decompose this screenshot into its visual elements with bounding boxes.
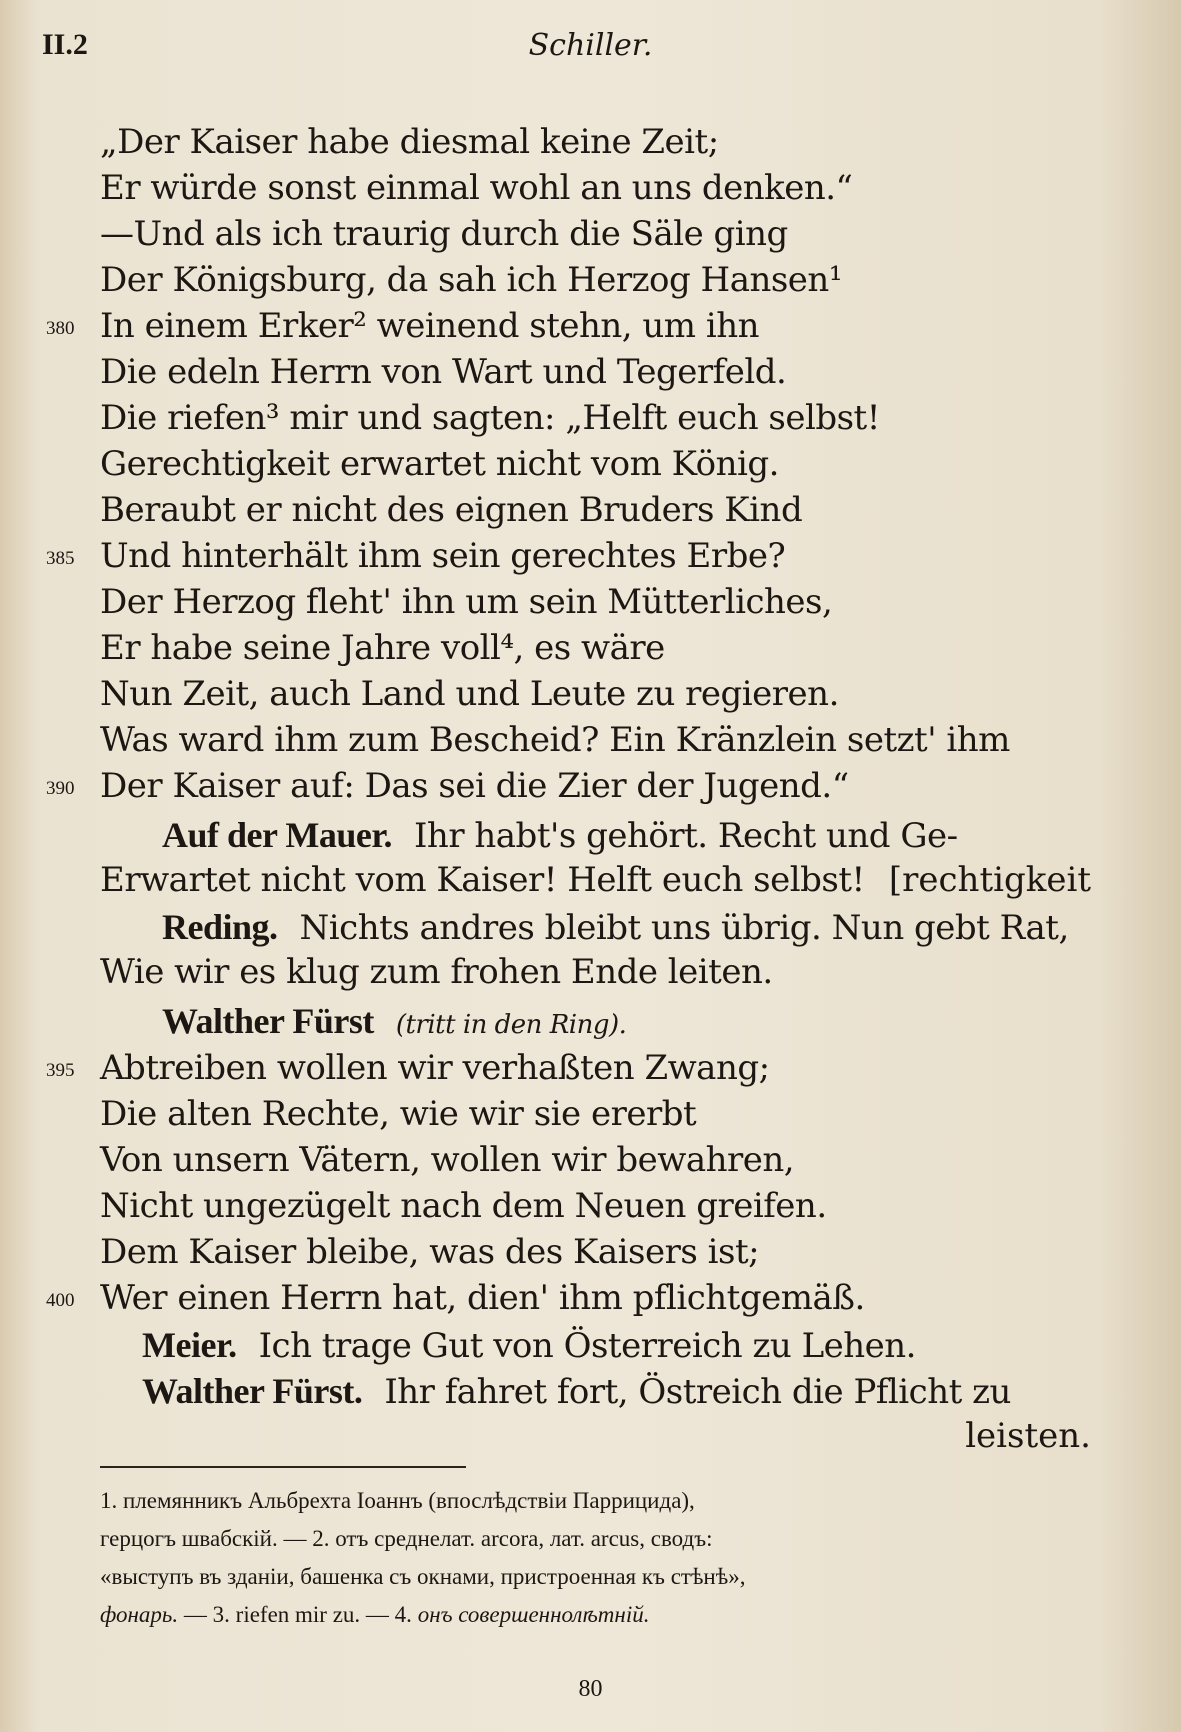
overflow-word: [rechtigkeit (888, 860, 1091, 900)
speech-walther-fuerst-2: Walther Fürst. Ihr fahret fort, Östreich die Pflicht zu (142, 1371, 1011, 1412)
footnote-rule (100, 1466, 466, 1468)
line-number: 390 (46, 778, 75, 799)
line-number: 395 (46, 1060, 75, 1081)
verse-line: Dem Kaiser bleibe, was des Kaisers ist; (100, 1232, 760, 1272)
speech-walther-fuerst (0, 998, 1181, 1044)
verse-line: Nicht ungezügelt nach dem Neuen greifen. (100, 1186, 827, 1226)
verse-line: Von unsern Vätern, wollen wir bewahren, (100, 1140, 795, 1180)
section-number: II.2 (42, 28, 88, 61)
verse-line: Wie wir es klug zum frohen Ende leiten. (100, 952, 773, 992)
speaker-name: Auf der Mauer. (162, 815, 392, 855)
verse-line: Er habe seine Jahre voll⁴, es wäre (100, 628, 665, 668)
stage-direction: (tritt in den Ring). (395, 1010, 627, 1040)
verse-line: Die alten Rechte, wie wir sie ererbt (100, 1094, 697, 1134)
running-title: Schiller. (528, 28, 653, 63)
speaker-name: Walther Fürst (162, 1001, 374, 1041)
speech-meier: Meier. Ich trage Gut von Österreich zu Lehen. (142, 1325, 916, 1366)
speech-auf-der-mauer: Auf der Mauer. Ihr habt's gehört. Recht und Ge- (162, 815, 958, 856)
verse-line: Die riefen³ mir und sagten: „Helft euch selbst! (100, 398, 880, 438)
verse-line: 395 Abtreiben wollen wir verhaßten Zwang; (46, 1048, 770, 1088)
verse-line (0, 1414, 1181, 1460)
verse-line: Was ward ihm zum Bescheid? Ein Kränzlein setzt' ihm (100, 720, 1010, 760)
footnote-line: герцогъ швабскій. — 2. отъ среднелат. arcora, лат. arcus, сводъ: (100, 1526, 713, 1551)
verse-line: 380 In einem Erker² weinend stehn, um ihn (46, 306, 760, 346)
speaker-name: Reding. (162, 907, 278, 947)
verse-line: 400 Wer einen Herrn hat, dien' ihm pflichtgemäß. (46, 1278, 865, 1318)
speech-reding: Reding. Nichts andres bleibt uns übrig. Nun gebt Rat, (162, 907, 1069, 948)
verse-line: 390 Der Kaiser auf: Das sei die Zier der Jugend.“ (46, 766, 849, 806)
verse-line: —Und als ich traurig durch die Säle ging (100, 214, 788, 254)
verse-line: Der Königsburg, da sah ich Herzog Hansen¹ (100, 260, 842, 300)
line-number: 400 (46, 1290, 75, 1311)
page-header (0, 22, 1181, 72)
verse-line: „Der Kaiser habe diesmal keine Zeit; (100, 122, 719, 162)
verse-line: Gerechtigkeit erwartet nicht vom König. (100, 444, 779, 484)
speaker-name: Meier. (142, 1325, 237, 1365)
verse-line: Er würde sonst einmal wohl an uns denken.“ (100, 168, 853, 208)
verse-line: Der Herzog fleht' ihn um sein Mütterliches, (100, 582, 833, 622)
overflow-word: leisten. (965, 1416, 1091, 1456)
footnote-line: фонарь. — 3. riefen mir zu. — 4. онъ совершеннолѣтній. (100, 1602, 650, 1627)
verse-line: Erwartet nicht vom Kaiser! Helft euch selbst! [rechtigkeit (100, 860, 1091, 900)
speaker-name: Walther Fürst. (142, 1371, 363, 1411)
footnote-line: «выступъ въ зданіи, башенка съ окнами, пристроенная къ стѣнѣ», (100, 1564, 746, 1589)
footnote-line: 1. племянникъ Альбрехта Іоаннъ (впослѣдствіи Паррицида), (100, 1488, 695, 1513)
verse-line: Beraubt er nicht des eignen Bruders Kind (100, 490, 803, 530)
verse-line: Die edeln Herrn von Wart und Tegerfeld. (100, 352, 787, 392)
verse-line: 385 Und hinterhält ihm sein gerechtes Erbe? (46, 536, 786, 576)
line-number: 380 (46, 318, 75, 339)
verse-line: Nun Zeit, auch Land und Leute zu regieren. (100, 674, 839, 714)
line-number: 385 (46, 548, 75, 569)
page-number: 80 (578, 1676, 603, 1702)
